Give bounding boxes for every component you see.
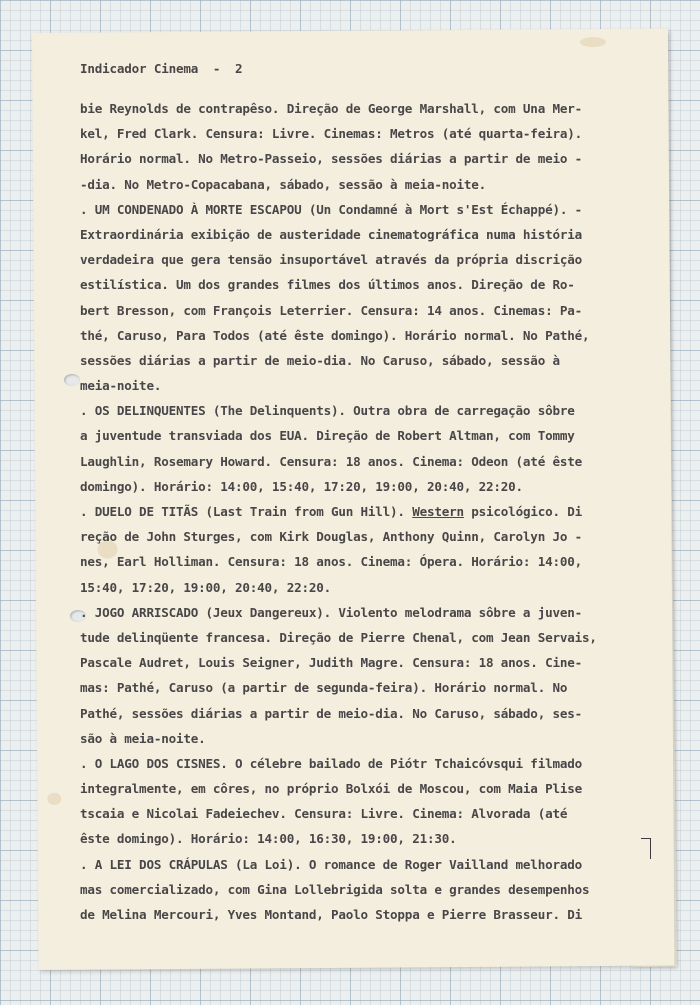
margin-bracket-mark	[641, 838, 651, 859]
text-line	[80, 524, 597, 549]
text-line	[80, 751, 597, 776]
text-line	[80, 298, 597, 323]
text-run: integralmente, em côres, no próprio Bolxói de Moscou, com Maia Plise	[80, 781, 582, 797]
text-run: . O LAGO DOS CISNES. O célebre bailado de Piótr Tchaicóvsqui filmado	[80, 755, 582, 771]
text-run: tscaia e Nicolai Fadeiechev. Censura: Livre. Cinema: Alvorada (até	[80, 806, 568, 822]
text-run: de Melina Mercouri, Yves Montand, Paolo Stoppa e Pierre Brasseur. Di	[80, 907, 582, 922]
text-line	[80, 197, 597, 222]
text-run: Horário normal. No Metro-Passeio, sessões diárias a partir de meio -	[80, 151, 582, 167]
text-line	[80, 650, 597, 675]
text-line	[80, 172, 597, 197]
text-line	[80, 373, 597, 398]
text-line	[80, 726, 597, 751]
text-run: Pathé, sessões diárias a partir de meio-dia. No Caruso, sábado, ses-	[80, 705, 582, 721]
page-header: Indicador Cinema - 2	[80, 61, 243, 76]
text-line	[80, 826, 597, 851]
text-run: a juventude transviada dos EUA. Direção de Robert Altman, com Tommy	[80, 428, 575, 444]
text-line	[80, 801, 597, 826]
text-line	[80, 600, 597, 625]
text-line	[80, 701, 597, 726]
text-run: estilística. Um dos grandes filmes dos últimos anos. Direção de Ro-	[80, 277, 575, 293]
text-run: Extraordinária exibição de austeridade cinematográfica numa história	[80, 226, 582, 242]
text-line	[80, 449, 597, 474]
text-run: meia-noite.	[80, 378, 162, 394]
text-line	[80, 499, 597, 524]
text-line	[80, 398, 597, 423]
text-line	[80, 272, 597, 297]
text-run: tude delinqüente francesa. Direção de Pierre Chenal, com Jean Servais,	[80, 629, 597, 645]
text-run: mas: Pathé, Caruso (a partir de segunda-feira). Horário normal. No	[80, 680, 568, 696]
text-run: reção de John Sturges, com Kirk Douglas, Anthony Quinn, Carolyn Jo -	[80, 529, 582, 545]
text-run: kel, Fred Clark. Censura: Livre. Cinemas: Metros (até quarta-feira).	[80, 126, 582, 142]
text-run: 15:40, 17:20, 19:00, 20:40, 22:20.	[80, 579, 331, 595]
text-line	[80, 474, 597, 499]
text-run: domingo). Horário: 14:00, 15:40, 17:20, 19:00, 20:40, 22:20.	[80, 478, 523, 494]
text-run: psicológico. Di	[463, 504, 583, 519]
text-line	[80, 121, 597, 146]
page-body	[80, 96, 597, 927]
text-run: êste domingo). Horário: 14:00, 16:30, 19:00, 21:30.	[80, 831, 457, 847]
text-run: sessões diárias a partir de meio-dia. No Caruso, sábado, sessão à	[80, 352, 560, 368]
text-line	[80, 549, 597, 574]
text-line	[80, 625, 597, 650]
text-run: thé, Caruso, Para Todos (até êste domingo). Horário normal. No Pathé,	[80, 327, 590, 343]
text-run: bie Reynolds de contrapêso. Direção de George Marshall, com Una Mer-	[80, 101, 582, 116]
text-run: Pascale Audret, Louis Seigner, Judith Magre. Censura: 18 anos. Cine-	[80, 655, 582, 671]
text-line	[80, 675, 597, 700]
text-line	[80, 146, 597, 171]
punch-hole-top	[64, 374, 80, 386]
text-run: verdadeira que gera tensão insuportável através da própria discrição	[80, 252, 582, 268]
text-line	[80, 423, 597, 448]
text-line	[80, 776, 597, 801]
text-run: . JOGO ARRISCADO (Jeux Dangereux). Violento melodrama sôbre a juven-	[80, 604, 582, 620]
text-run: -dia. No Metro-Copacabana, sábado, sessão à meia-noite.	[80, 176, 487, 192]
text-line	[80, 877, 597, 902]
text-run: . UM CONDENADO À MORTE ESCAPOU (Un Condamné à Mort s'Est Échappé). -	[80, 201, 582, 217]
text-run: Laughlin, Rosemary Howard. Censura: 18 anos. Cinema: Odeon (até êste	[80, 453, 582, 469]
text-run: . A LEI DOS CRÁPULAS (La Loi). O romance de Roger Vailland melhorado	[80, 856, 582, 872]
text-line	[80, 348, 597, 373]
text-run: . DUELO DE TITÃS (Last Train from Gun Hill).	[80, 504, 413, 519]
text-run: . OS DELINQUENTES (The Delinquents). Outra obra de carregação sôbre	[80, 403, 575, 419]
text-run: bert Bresson, com François Leterrier. Censura: 14 anos. Cinemas: Pa-	[80, 302, 582, 318]
underlined-word: Western	[412, 504, 464, 519]
text-run: mas comercializado, com Gina Lollebrigida solta e grandes desempenhos	[80, 881, 590, 897]
text-line	[80, 96, 597, 121]
text-run: nes, Earl Holliman. Censura: 18 anos. Cinema: Ópera. Horário: 14:00,	[80, 554, 582, 570]
text-line	[80, 852, 597, 877]
text-run: são à meia-noite.	[80, 730, 206, 746]
text-line	[80, 902, 597, 927]
text-line	[80, 323, 597, 348]
paper-stain	[47, 793, 61, 805]
paper-stain	[580, 37, 606, 47]
text-line	[80, 575, 597, 600]
text-line	[80, 222, 597, 247]
text-line	[80, 247, 597, 272]
